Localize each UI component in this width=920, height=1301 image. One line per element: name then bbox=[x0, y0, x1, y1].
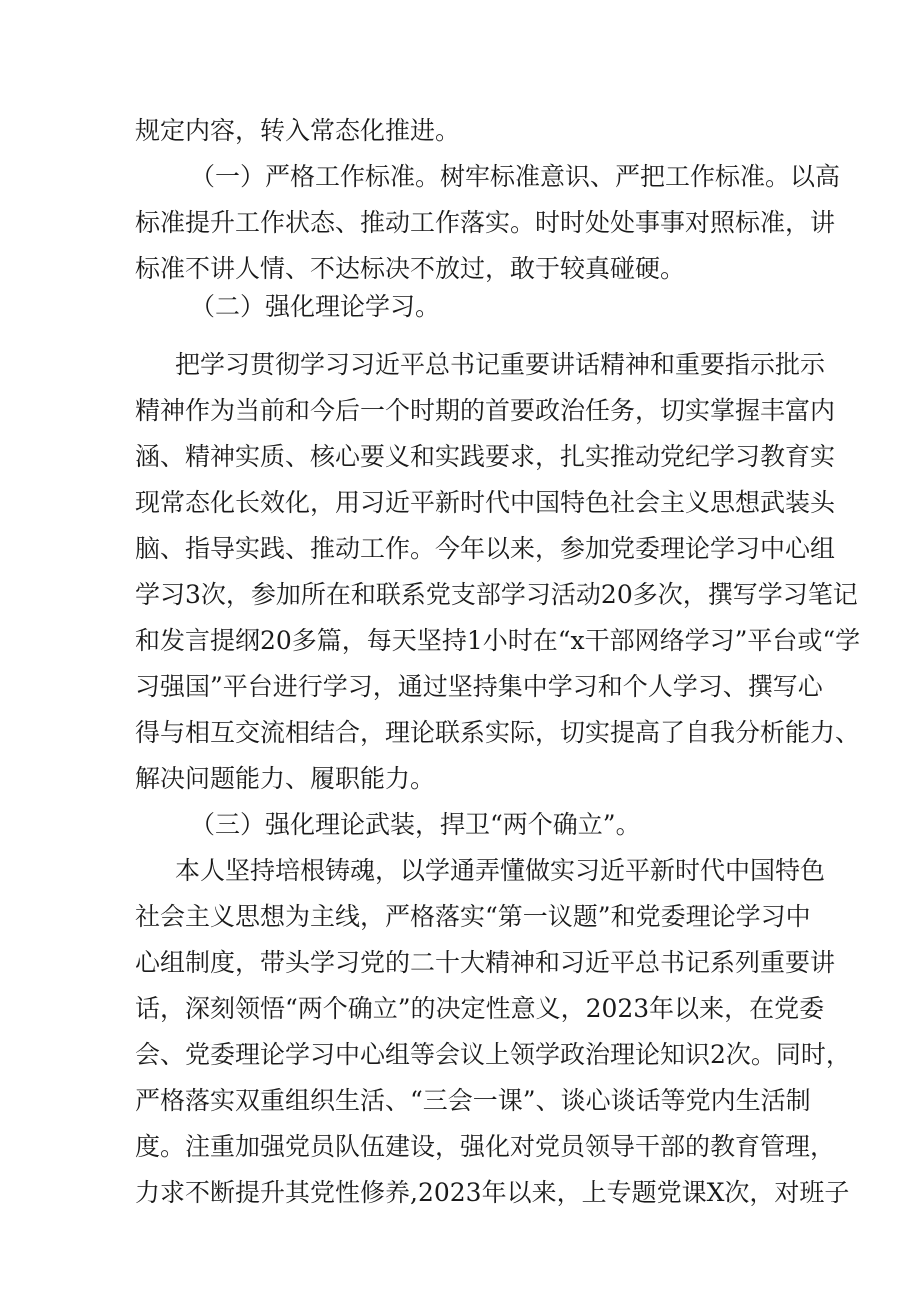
text-line-22: 严格落实双重组织生活、“三会一课”、谈心谈话等党内生活制 bbox=[135, 1086, 811, 1115]
text-line-10: 脑、指导实践、推动工作。今年以来，参加党委理论学习中心组 bbox=[135, 534, 836, 563]
text-line-11: 学习3次，参加所在和联系党支部学习活动20多次，撰写学习笔记 bbox=[135, 580, 858, 609]
text-line-2: （一）严格工作标准。树牢标准意识、严把工作标准。以高 bbox=[190, 162, 841, 191]
text-line-17: 本人坚持培根铸魂，以学通弄懂做实习近平新时代中国特色 bbox=[175, 856, 826, 885]
text-line-9: 现常态化长效化，用习近平新时代中国特色社会主义思想武装头 bbox=[135, 488, 836, 517]
text-line-19: 心组制度，带头学习党的二十大精神和习近平总书记系列重要讲 bbox=[135, 948, 836, 977]
text-line-3: 标准提升工作状态、推动工作落实。时时处处事事对照标准，讲 bbox=[135, 208, 836, 237]
text-line-23: 度。注重加强党员队伍建设，强化对党员领导干部的教育管理， bbox=[135, 1132, 836, 1161]
text-line-8: 涵、精神实质、核心要义和实践要求，扎实推动党纪学习教育实 bbox=[135, 442, 836, 471]
text-line-4: 标准不讲人情、不达标决不放过，敢于较真碰硬。 bbox=[135, 254, 686, 283]
text-line-21: 会、党委理论学习中心组等会议上领学政治理论知识2次。同时， bbox=[135, 1040, 851, 1069]
text-line-24: 力求不断提升其党性修养,2023年以来，上专题党课X次，对班子 bbox=[135, 1178, 850, 1207]
section-heading-3: （三）强化理论武装，捍卫“两个确立”。 bbox=[190, 810, 641, 839]
text-line-13: 习强国”平台进行学习，通过坚持集中学习和个人学习、撰写心 bbox=[135, 672, 823, 701]
text-line-12: 和发言提纲20多篇，每天坚持1小时在“x干部网络学习”平台或“学 bbox=[135, 626, 861, 655]
text-line-20: 话，深刻领悟“两个确立”的决定性意义，2023年以来，在党委 bbox=[135, 994, 825, 1023]
text-line-18: 社会主义思想为主线，严格落实“第一议题”和党委理论学习中 bbox=[135, 902, 811, 931]
section-heading-2: （二）强化理论学习。 bbox=[190, 292, 441, 321]
text-line-14: 得与相互交流相结合，理论联系实际，切实提高了自我分析能力、 bbox=[135, 718, 861, 747]
text-line-6: 把学习贯彻学习习近平总书记重要讲话精神和重要指示批示 bbox=[175, 350, 826, 379]
text-line-15: 解决问题能力、履职能力。 bbox=[135, 764, 436, 793]
text-line-7: 精神作为当前和今后一个时期的首要政治任务，切实掌握丰富内 bbox=[135, 396, 836, 425]
text-line-1: 规定内容，转入常态化推进。 bbox=[135, 116, 461, 145]
